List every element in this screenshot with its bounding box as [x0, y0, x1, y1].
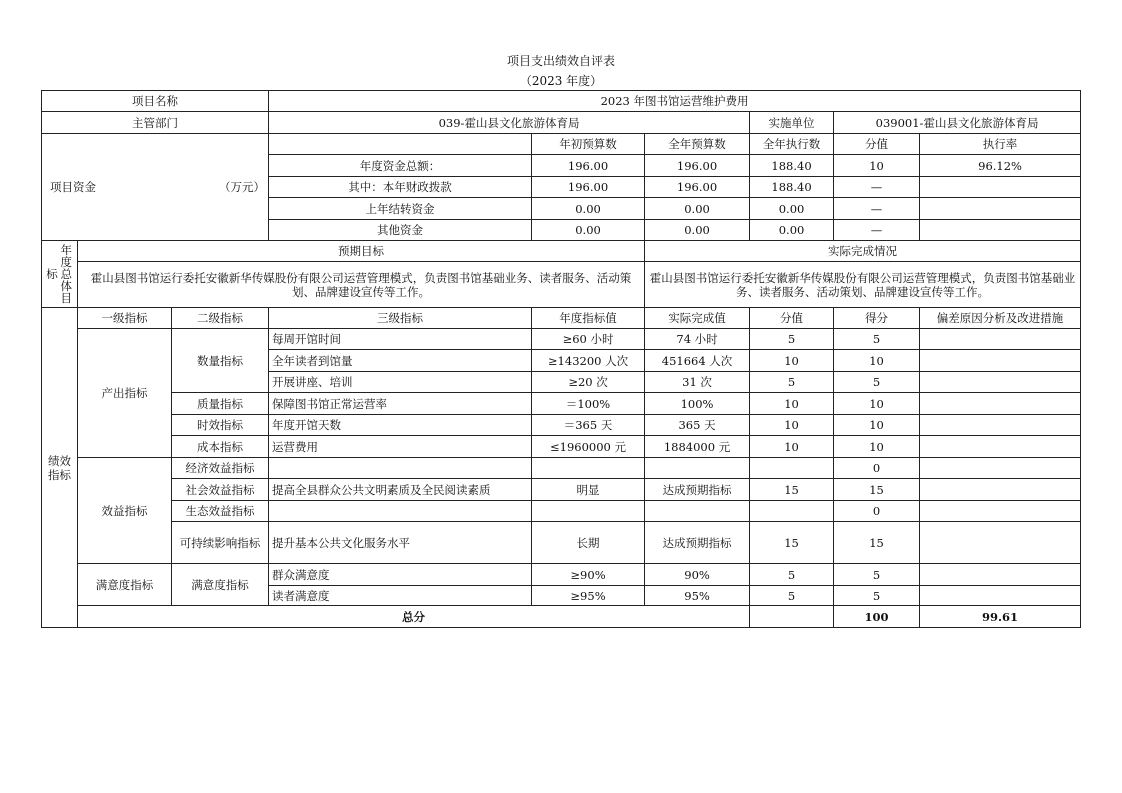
row-goals-text [42, 262, 1081, 308]
indicator-deviation [920, 586, 1081, 606]
funds-row-rate [920, 198, 1081, 220]
time-indicator-label: 时效指标 [172, 415, 269, 436]
indicator-deviation [920, 501, 1081, 522]
funds-row-rate [920, 220, 1081, 241]
benefit-level2: 社会效益指标 [172, 479, 269, 501]
funds-row-full: 196.00 [645, 155, 750, 177]
row-funds-header [42, 134, 1081, 155]
funds-row-rate: 96.12% [920, 155, 1081, 177]
funds-row-initial: 196.00 [532, 177, 645, 198]
actual-goal-text: 霍山县图书馆运行委托安徽新华传媒股份有限公司运营管理模式，负责图书馆基础业务、读者服务、活动策划、品牌建设宣传等工作。 [645, 262, 1081, 308]
indicator-actual [645, 458, 750, 479]
indicator-header-level1: 一级指标 [78, 308, 172, 329]
indicator-score: 5 [834, 564, 920, 586]
indicator-name: 提高全县群众公共文明素质及全民阅读素质 [269, 479, 532, 501]
benefit-indicator-label: 效益指标 [78, 458, 172, 564]
funds-row-initial: 0.00 [532, 198, 645, 220]
indicator-target: 长期 [532, 522, 645, 564]
indicator-row [42, 329, 1081, 350]
indicator-actual: 365 天 [645, 415, 750, 436]
indicator-actual: 31 次 [645, 372, 750, 393]
funds-row-name: 其中：本年财政拨款 [269, 177, 532, 198]
indicator-deviation [920, 564, 1081, 586]
year-subtitle: （2023 年度） [519, 74, 603, 88]
indicator-actual: 74 小时 [645, 329, 750, 350]
impl-label: 实施单位 [750, 112, 834, 134]
indicator-score: 0 [834, 458, 920, 479]
funds-header-blank [269, 134, 532, 155]
indicator-score: 10 [834, 415, 920, 436]
indicator-score: 10 [834, 436, 920, 458]
indicator-deviation [920, 522, 1081, 564]
indicator-target: ＝365 天 [532, 415, 645, 436]
indicator-value: 5 [750, 329, 834, 350]
indicator-value: 15 [750, 479, 834, 501]
funds-label-cell [42, 134, 269, 241]
dept-label: 主管部门 [42, 112, 269, 134]
indicator-actual: 90% [645, 564, 750, 586]
total-label: 总分 [78, 606, 750, 628]
indicator-name: 保障图书馆正常运营率 [269, 393, 532, 415]
funds-row-name: 上年结转资金 [269, 198, 532, 220]
indicator-actual: 达成预期指标 [645, 479, 750, 501]
indicator-name: 读者满意度 [269, 586, 532, 606]
funds-header-rate: 执行率 [920, 134, 1081, 155]
project-name-value: 2023 年图书馆运营维护费用 [269, 91, 1081, 112]
indicator-name: 全年读者到馆量 [269, 350, 532, 372]
row-department [42, 112, 1081, 134]
indicator-name [269, 501, 532, 522]
indicator-name: 年度开馆天数 [269, 415, 532, 436]
indicator-deviation [920, 415, 1081, 436]
satisfaction-indicator-label: 满意度指标 [78, 564, 172, 606]
quantity-indicator-label: 数量指标 [172, 329, 269, 393]
funds-row-exec: 0.00 [750, 220, 834, 241]
indicator-value [750, 501, 834, 522]
funds-unit: （万元） [219, 180, 266, 194]
indicator-target: ≥143200 人次 [532, 350, 645, 372]
benefit-level2: 经济效益指标 [172, 458, 269, 479]
indicator-actual: 达成预期指标 [645, 522, 750, 564]
indicator-target: 明显 [532, 479, 645, 501]
indicator-score: 15 [834, 479, 920, 501]
indicator-score: 5 [834, 586, 920, 606]
indicator-header-actual: 实际完成值 [645, 308, 750, 329]
indicator-actual [645, 501, 750, 522]
indicator-target: ≥60 小时 [532, 329, 645, 350]
indicator-header-score: 得分 [834, 308, 920, 329]
funds-header-full: 全年预算数 [645, 134, 750, 155]
funds-row-name: 年度资金总额： [269, 155, 532, 177]
indicator-name: 群众满意度 [269, 564, 532, 586]
indicator-actual: 100% [645, 393, 750, 415]
project-name-label: 项目名称 [42, 91, 269, 112]
indicator-deviation [920, 436, 1081, 458]
indicator-row [42, 393, 1081, 415]
indicator-deviation [920, 479, 1081, 501]
indicator-name [269, 458, 532, 479]
funds-row-full: 0.00 [645, 220, 750, 241]
indicator-row [42, 501, 1081, 522]
indicator-name: 提升基本公共文化服务水平 [269, 522, 532, 564]
funds-row-value: — [834, 177, 920, 198]
funds-row-value: — [834, 220, 920, 241]
indicator-value: 10 [750, 350, 834, 372]
row-total [42, 606, 1081, 628]
impl-value: 039001-霍山县文化旅游体育局 [834, 112, 1081, 134]
goals-side-label-1: 年度总体目 [60, 243, 72, 305]
indicator-value: 10 [750, 415, 834, 436]
indicator-target: ≥90% [532, 564, 645, 586]
total-score: 99.61 [920, 606, 1081, 628]
indicator-value: 10 [750, 393, 834, 415]
indicator-target [532, 501, 645, 522]
funds-row-value: — [834, 198, 920, 220]
funds-row-name: 其他资金 [269, 220, 532, 241]
indicator-deviation [920, 329, 1081, 350]
indicator-target: ≥95% [532, 586, 645, 606]
funds-header-value: 分值 [834, 134, 920, 155]
funds-row-exec: 188.40 [750, 177, 834, 198]
indicator-row [42, 458, 1081, 479]
indicator-header-level2: 二级指标 [172, 308, 269, 329]
indicator-row [42, 479, 1081, 501]
indicator-name: 运营费用 [269, 436, 532, 458]
expected-goal-header: 预期目标 [78, 241, 645, 262]
row-project-name [42, 91, 1081, 112]
indicator-score: 0 [834, 501, 920, 522]
indicator-row [42, 564, 1081, 586]
indicator-deviation [920, 458, 1081, 479]
indicator-target [532, 458, 645, 479]
indicators-side-label: 绩效指标 [42, 308, 78, 628]
expected-goal-text: 霍山县图书馆运行委托安徽新华传媒股份有限公司运营管理模式，负责图书馆基础业务、读者服务、活动策划、品牌建设宣传等工作。 [78, 262, 645, 308]
goals-side-label-2: 标 [46, 267, 58, 281]
output-indicator-label: 产出指标 [78, 329, 172, 458]
indicator-score: 5 [834, 372, 920, 393]
page-title: 项目支出绩效自评表 [506, 54, 615, 68]
indicator-header-level3: 三级指标 [269, 308, 532, 329]
funds-row-initial: 196.00 [532, 155, 645, 177]
performance-table [41, 90, 1081, 628]
indicator-row [42, 415, 1081, 436]
indicator-header-value: 分值 [750, 308, 834, 329]
indicator-value: 5 [750, 564, 834, 586]
indicator-target: ≥20 次 [532, 372, 645, 393]
indicator-deviation [920, 393, 1081, 415]
funds-row-exec: 0.00 [750, 198, 834, 220]
quality-indicator-label: 质量指标 [172, 393, 269, 415]
indicator-target: ＝100% [532, 393, 645, 415]
satisfaction-level2-label: 满意度指标 [172, 564, 269, 606]
goals-side-label [42, 241, 78, 308]
actual-goal-header: 实际完成情况 [645, 241, 1081, 262]
indicator-value [750, 458, 834, 479]
indicator-score: 10 [834, 393, 920, 415]
indicator-name: 开展讲座、培训 [269, 372, 532, 393]
total-value: 100 [834, 606, 920, 628]
indicator-deviation [920, 350, 1081, 372]
funds-row-initial: 0.00 [532, 220, 645, 241]
funds-header-exec: 全年执行数 [750, 134, 834, 155]
indicator-header-target: 年度指标值 [532, 308, 645, 329]
indicator-target: ≤1960000 元 [532, 436, 645, 458]
indicator-actual: 95% [645, 586, 750, 606]
dept-value: 039-霍山县文化旅游体育局 [269, 112, 750, 134]
funds-header-initial: 年初预算数 [532, 134, 645, 155]
benefit-level2: 生态效益指标 [172, 501, 269, 522]
indicator-score: 15 [834, 522, 920, 564]
indicator-name: 每周开馆时间 [269, 329, 532, 350]
indicator-row [42, 436, 1081, 458]
indicator-header-deviation: 偏差原因分析及改进措施 [920, 308, 1081, 329]
funds-row-rate [920, 177, 1081, 198]
indicator-score: 10 [834, 350, 920, 372]
indicator-score: 5 [834, 329, 920, 350]
total-blank [750, 606, 834, 628]
benefit-level2: 可持续影响指标 [172, 522, 269, 564]
row-goals-header [42, 241, 1081, 262]
indicator-value: 5 [750, 586, 834, 606]
indicator-row [42, 522, 1081, 564]
indicator-value: 10 [750, 436, 834, 458]
cost-indicator-label: 成本指标 [172, 436, 269, 458]
indicator-actual: 451664 人次 [645, 350, 750, 372]
funds-row-full: 196.00 [645, 177, 750, 198]
indicator-value: 15 [750, 522, 834, 564]
funds-label: 项目资金 [50, 180, 96, 194]
funds-row-full: 0.00 [645, 198, 750, 220]
funds-row-exec: 188.40 [750, 155, 834, 177]
indicator-actual: 1884000 元 [645, 436, 750, 458]
row-indicator-header [42, 308, 1081, 329]
indicator-value: 5 [750, 372, 834, 393]
funds-row-value: 10 [834, 155, 920, 177]
indicator-deviation [920, 372, 1081, 393]
